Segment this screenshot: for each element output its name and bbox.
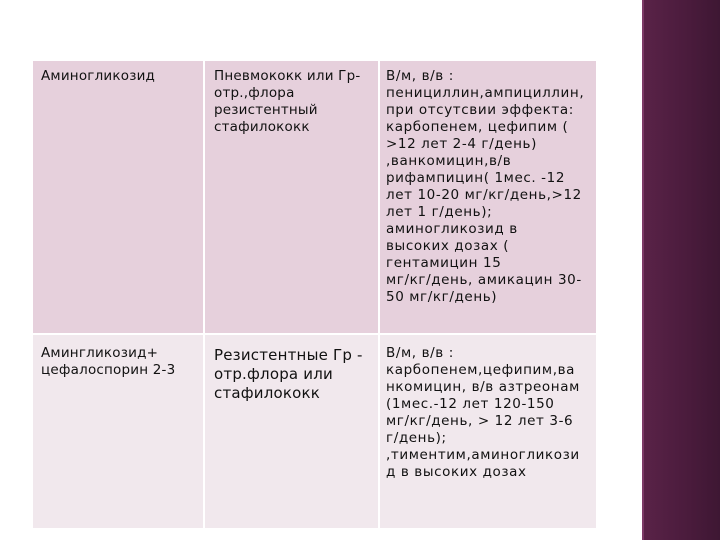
decorative-side-bar	[642, 0, 720, 540]
table-cell-r1-c3	[380, 61, 596, 335]
table-cell-r2-c3	[380, 335, 596, 528]
cell-text: Амингликозид+ цефалоспорин 2-3	[41, 345, 176, 378]
cell-text: Аминогликозид	[41, 68, 156, 84]
table-cell-r2-c1	[33, 335, 205, 528]
cell-text: Резистентные Гр - отр.флора или стафилококк	[214, 346, 363, 402]
table-cell-r2-c2	[205, 335, 380, 528]
cell-text: Пневмококк или Гр- отр.,флора резистентный стафилококк	[214, 68, 361, 135]
table-cell-r1-c1	[33, 61, 205, 335]
treatment-table	[33, 61, 596, 528]
cell-text: В/м, в/в : пенициллин,ампициллин, при отсутсвии эффекта: карбопенем, цефипим ( >12 лет 2-4 г/день) ,ванкомицин,в/в рифампицин( 1мес. -12 лет 10-20 мг/кг/день,>12 лет 1 г/день); аминогликозид в высоких дозах ( гентамицин 15 мг/кг/день, амикацин 30- 50 мг/кг/день)	[386, 68, 585, 305]
table-cell-r1-c2	[205, 61, 380, 335]
cell-text: В/м, в/в : карбопенем,цефипим,ва нкомицин, в/в азтреонам (1мес.-12 лет 120-150 мг/кг/день, > 12 лет 3-6 г/день); ,тиментим,аминогликози д в высоких дозах	[386, 345, 580, 480]
